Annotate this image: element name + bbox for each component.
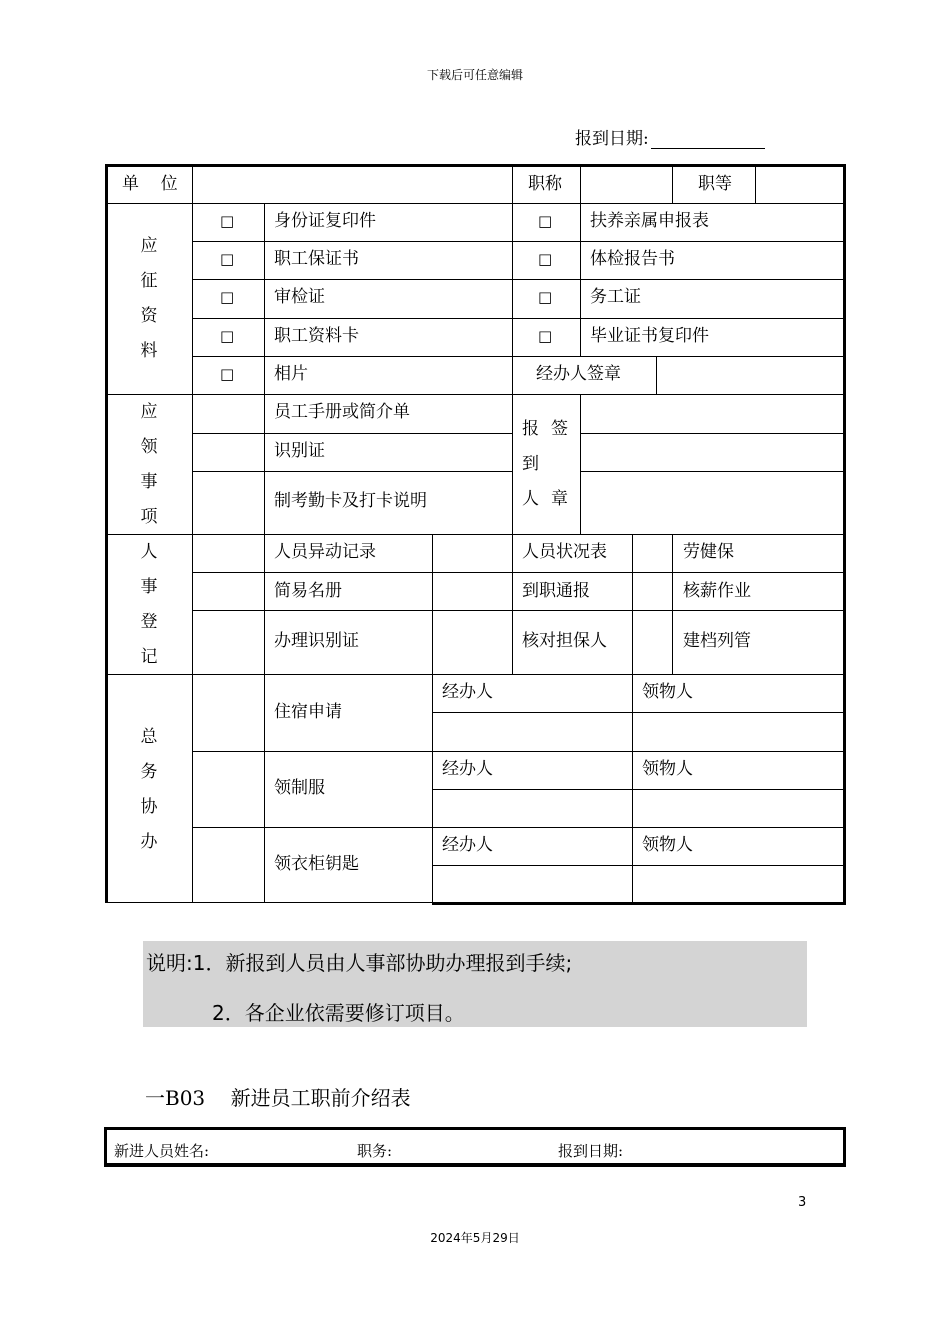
- receiver-label: 领物人: [642, 682, 693, 702]
- handler-sign-label: 经办人签章: [536, 364, 621, 384]
- doc-item: 身份证复印件: [274, 211, 376, 231]
- rule: [580, 433, 846, 434]
- doc-item: 务工证: [590, 287, 641, 307]
- rule: [105, 203, 846, 204]
- hr-group-label: 人 事 登 记: [140, 542, 158, 667]
- rule: [192, 751, 846, 752]
- rule: [192, 471, 512, 472]
- docs-group-label: 应 征 资 料: [140, 236, 158, 361]
- rule: [105, 394, 846, 395]
- rule: [105, 902, 432, 903]
- report-date-label: 报到日期:: [558, 1142, 624, 1160]
- rule: [432, 865, 846, 866]
- rule: [192, 356, 846, 357]
- rule: [432, 534, 433, 905]
- doc-item: 毕业证书复印件: [590, 326, 709, 346]
- title-label: 职称: [528, 174, 562, 194]
- receive-item: 员工手册或简介单: [274, 402, 410, 422]
- hr-item: 办理识别证: [274, 631, 359, 651]
- doc-item: 体检报告书: [590, 249, 675, 269]
- rule: [656, 356, 657, 394]
- doc-item: 审检证: [274, 287, 325, 307]
- hr-item: 人员异动记录: [274, 542, 376, 562]
- hr-item: 核对担保人: [522, 631, 607, 651]
- rule: [755, 164, 756, 203]
- rule: [192, 318, 846, 319]
- signin-char: 章: [551, 489, 568, 509]
- receiver-label: 领物人: [642, 759, 693, 779]
- hr-item: 简易名册: [274, 581, 342, 601]
- footer-date: 2024年5月29日: [430, 1231, 520, 1245]
- rule: [580, 471, 846, 472]
- rule: [192, 827, 846, 828]
- doc-item: 相片: [274, 364, 308, 384]
- position-label: 职务:: [357, 1142, 393, 1160]
- rule: [192, 433, 512, 434]
- rule: [192, 610, 846, 611]
- checkbox[interactable]: □: [220, 250, 235, 268]
- checkbox[interactable]: □: [220, 212, 235, 230]
- note-line-2: 2．各企业依需要修订项目。: [212, 1001, 465, 1025]
- receive-item: 制考勤卡及打卡说明: [274, 491, 427, 511]
- rule: [192, 279, 846, 280]
- rule: [192, 241, 846, 242]
- affairs-item: 领制服: [274, 778, 325, 798]
- grade-label: 职等: [698, 174, 732, 194]
- affairs-group-label: 总 务 协 办: [140, 727, 158, 852]
- checkbox[interactable]: □: [538, 212, 553, 230]
- hr-item: 建档列管: [683, 631, 751, 651]
- report-date-field: [575, 124, 765, 149]
- rule: [672, 164, 673, 203]
- rule: [580, 164, 581, 356]
- new-hire-form-header: [104, 1127, 846, 1167]
- receiver-label: 领物人: [642, 835, 693, 855]
- receive-group-label: 应 领 事 项: [140, 402, 158, 527]
- rule: [432, 712, 846, 713]
- checkbox[interactable]: □: [220, 327, 235, 345]
- rule: [512, 164, 513, 674]
- doc-item: 职工资料卡: [274, 326, 359, 346]
- handler-label: 经办人: [442, 682, 493, 702]
- receive-item: 识别证: [274, 441, 325, 461]
- report-date-blank[interactable]: [651, 131, 765, 149]
- rule: [264, 203, 265, 905]
- new-hire-name-label: 新进人员姓名:: [114, 1142, 210, 1160]
- hr-item: 核薪作业: [683, 581, 751, 601]
- checkbox[interactable]: □: [538, 327, 553, 345]
- rule: [192, 572, 846, 573]
- handler-label: 经办人: [442, 759, 493, 779]
- handler-label: 经办人: [442, 835, 493, 855]
- hr-item: 到职通报: [522, 581, 590, 601]
- rule: [105, 674, 846, 675]
- section-title: 一B03 新进员工职前介绍表: [145, 1086, 411, 1110]
- affairs-item: 住宿申请: [274, 702, 342, 722]
- rule: [105, 164, 108, 903]
- hr-item: 人员状况表: [522, 542, 607, 562]
- affairs-item: 领衣柜钥匙: [274, 854, 359, 874]
- checkbox[interactable]: □: [220, 288, 235, 306]
- doc-item: 扶养亲属申报表: [590, 211, 709, 231]
- signin-char: 人: [522, 489, 539, 509]
- note-line-1: 说明:1．新报到人员由人事部协助办理报到手续;: [146, 951, 573, 975]
- rule: [632, 674, 633, 905]
- checkbox[interactable]: □: [220, 365, 235, 383]
- signin-char: 到: [522, 454, 539, 474]
- report-date-label: 报到日期:: [575, 129, 649, 149]
- header-note: 下载后可任意编辑: [426, 68, 523, 82]
- rule: [580, 394, 581, 534]
- checkbox[interactable]: □: [538, 288, 553, 306]
- rule: [672, 534, 673, 674]
- rule: [105, 534, 846, 535]
- signin-char: 签: [551, 419, 568, 439]
- rule: [632, 534, 633, 674]
- rule: [192, 164, 193, 905]
- checkbox[interactable]: □: [538, 250, 553, 268]
- rule: [432, 789, 846, 790]
- page-number: 3: [798, 1195, 807, 1210]
- unit-label: 单 位: [122, 174, 178, 194]
- signin-char: 报: [522, 419, 539, 439]
- doc-item: 职工保证书: [274, 249, 359, 269]
- hr-item: 劳健保: [683, 542, 734, 562]
